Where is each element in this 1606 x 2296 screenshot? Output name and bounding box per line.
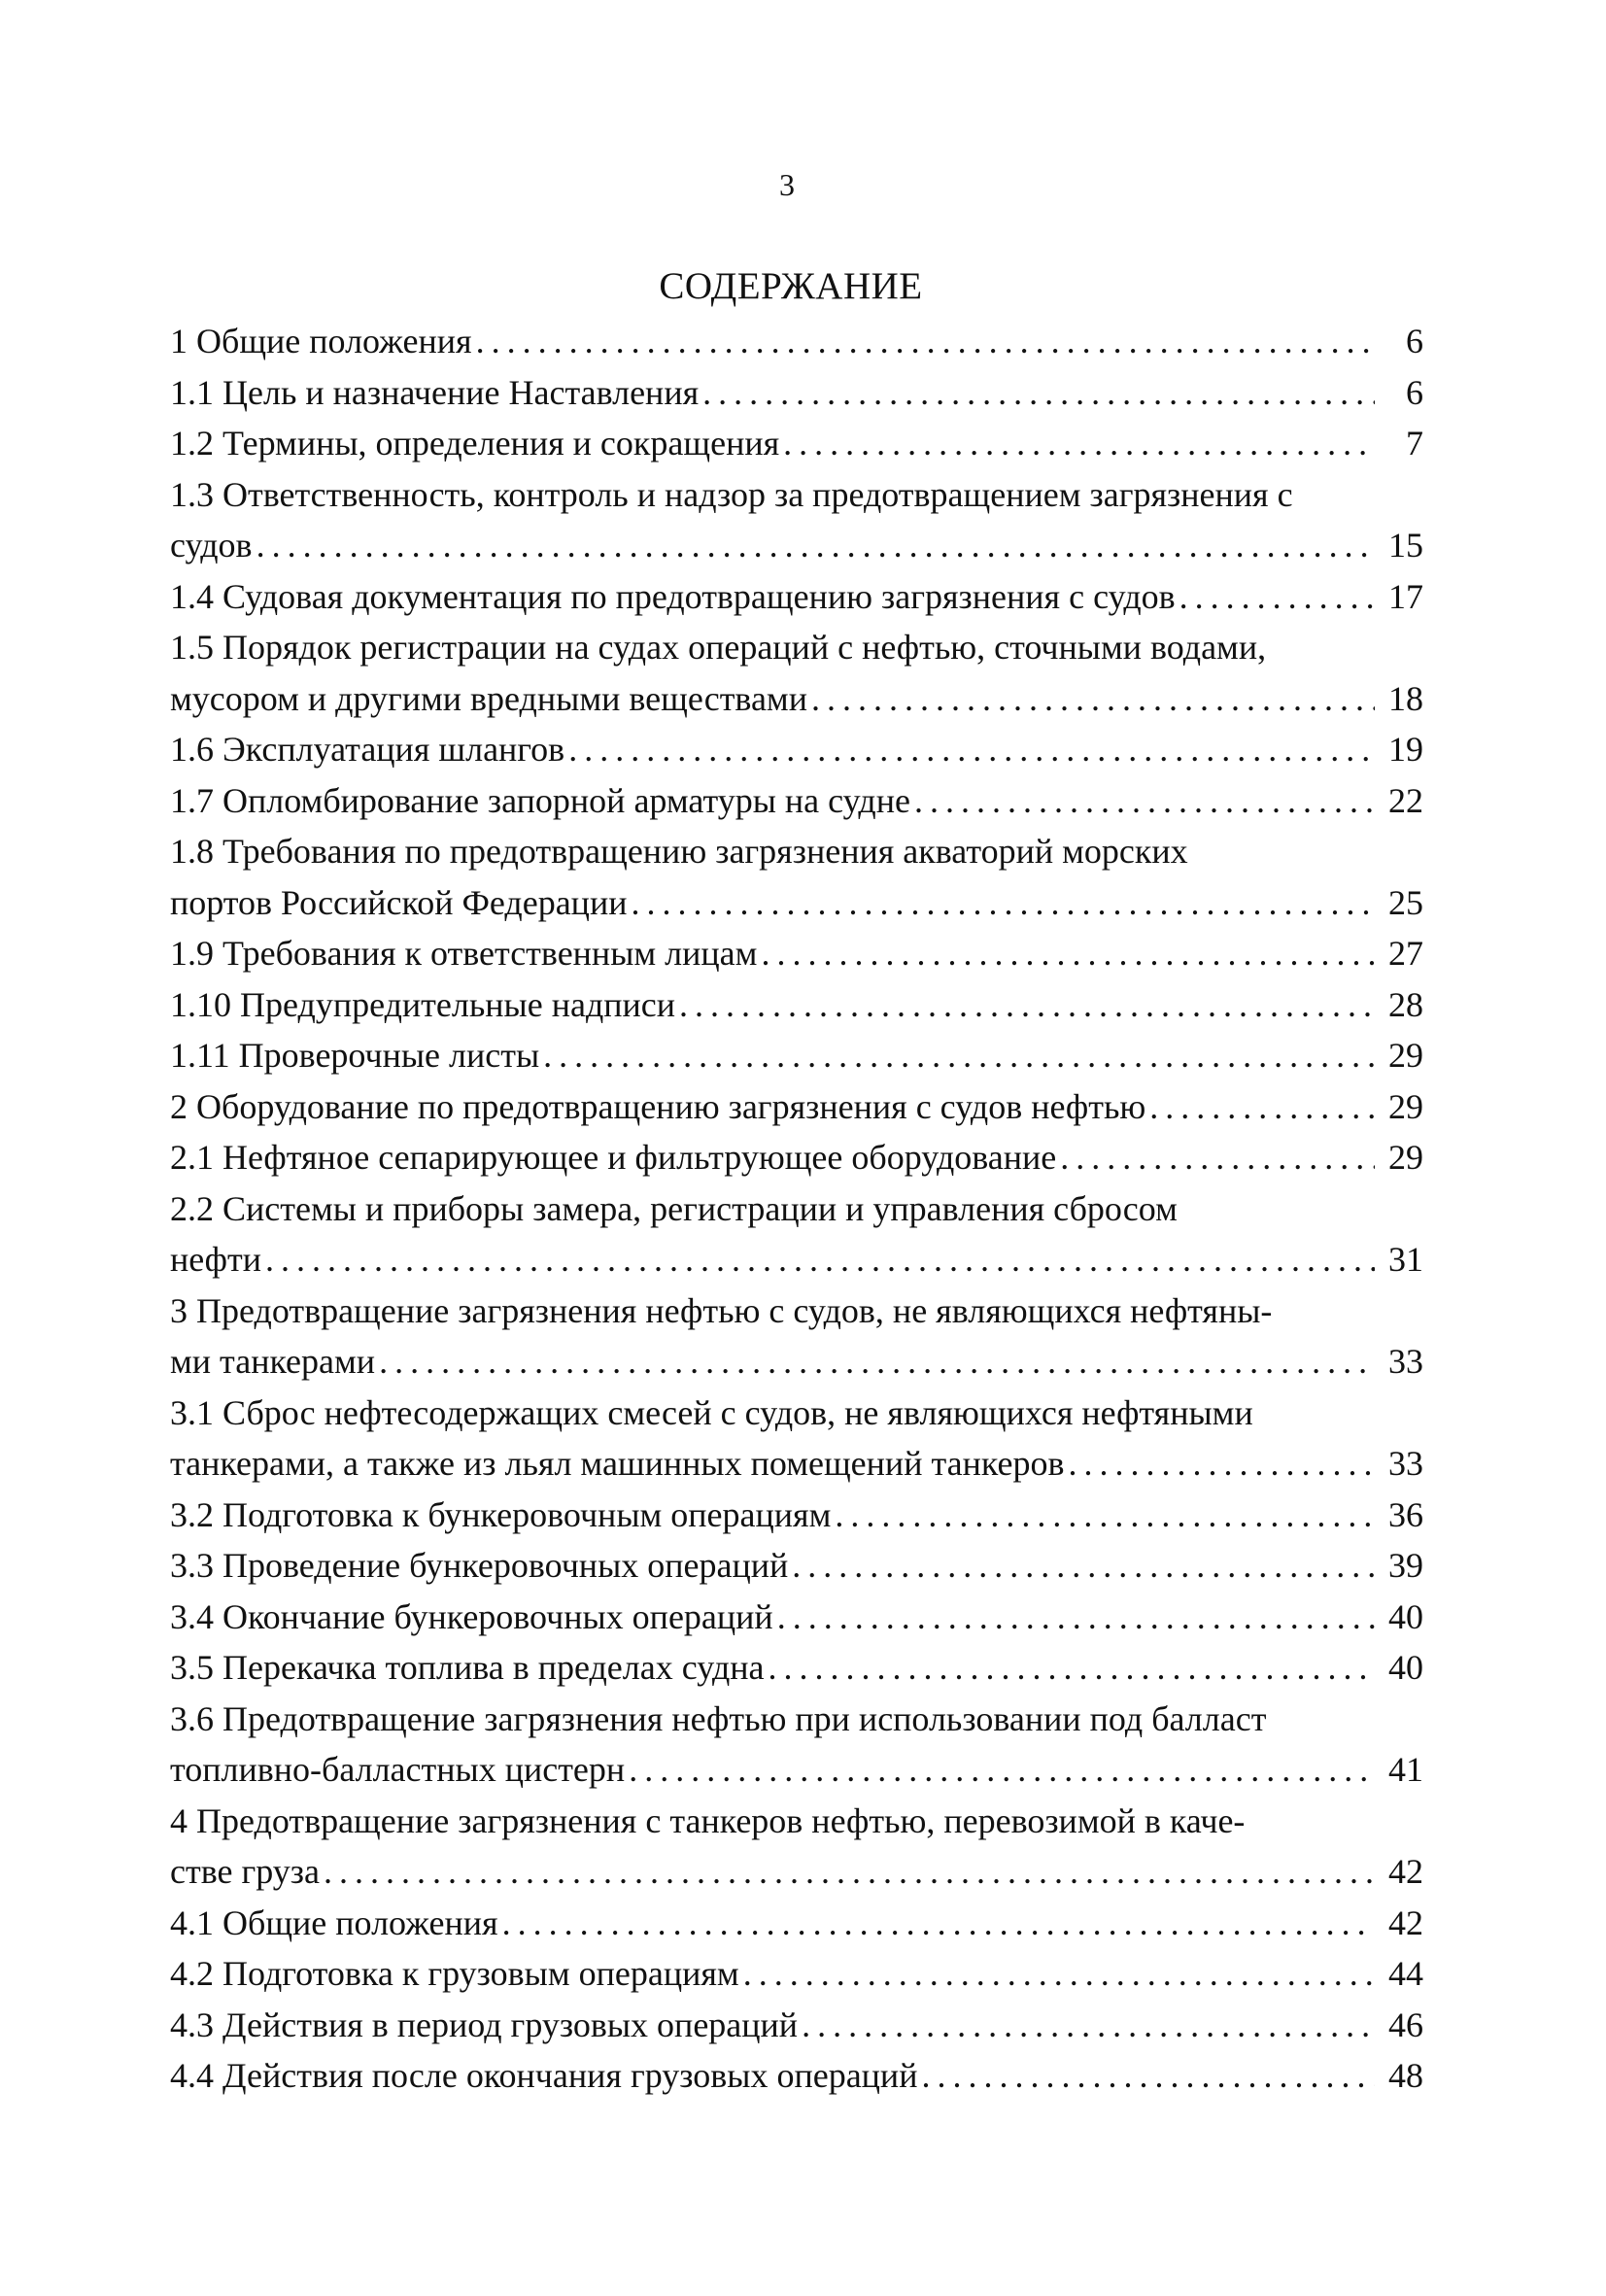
toc-entry bbox=[170, 1540, 1423, 1592]
toc-entry bbox=[170, 571, 1423, 623]
dot-leader bbox=[743, 1948, 1375, 2000]
toc-entry-title: 1.9 Требования к ответственным лицам bbox=[170, 934, 758, 973]
toc-entry-row bbox=[170, 1336, 1423, 1388]
toc-entry-title-line: 3.1 Сброс нефтесодержащих смесей с судов, не являющихся нефтяными bbox=[170, 1392, 1253, 1432]
toc-entry-title: 1 Общие положения bbox=[170, 322, 472, 360]
toc-entry-row bbox=[170, 418, 1423, 469]
toc-title: СОДЕРЖАНИЕ bbox=[659, 265, 923, 307]
toc-entry-title: танкерами, а также из льял машинных помещений танкеров bbox=[170, 1444, 1065, 1483]
toc-entry-row bbox=[170, 673, 1423, 725]
toc-entry bbox=[170, 1285, 1423, 1388]
dot-leader bbox=[769, 1642, 1375, 1694]
toc-entry-page: 15 bbox=[1388, 526, 1423, 565]
toc-entry-page: 48 bbox=[1388, 2056, 1423, 2095]
toc-entry-row bbox=[170, 979, 1423, 1031]
dot-leader bbox=[631, 877, 1375, 929]
toc-entry-title: топливно-балластных цистерн bbox=[170, 1750, 626, 1789]
toc-entry-row bbox=[170, 1744, 1423, 1796]
toc-entry-page: 19 bbox=[1388, 730, 1423, 769]
toc-entry bbox=[170, 1642, 1423, 1694]
dot-leader bbox=[629, 1744, 1375, 1796]
toc-entry-title: 1.10 Предупредительные надписи bbox=[170, 984, 676, 1024]
toc-entry-row bbox=[170, 367, 1423, 419]
toc-entry-row bbox=[170, 1438, 1423, 1490]
toc-entry-title-line: 1.8 Требования по предотвращению загрязнения акваторий морских bbox=[170, 832, 1188, 871]
toc-entry bbox=[170, 622, 1423, 724]
toc-entry bbox=[170, 1388, 1423, 1490]
toc-entry-title: 1.7 Опломбирование запорной арматуры на судне bbox=[170, 780, 910, 820]
toc-entry-page: 17 bbox=[1388, 576, 1423, 616]
toc-entry-page: 7 bbox=[1406, 424, 1423, 463]
dot-leader bbox=[761, 928, 1375, 979]
toc-entry bbox=[170, 1592, 1423, 1643]
toc-entry-page: 31 bbox=[1388, 1240, 1423, 1279]
dot-leader bbox=[1149, 1081, 1375, 1133]
toc-entry-row bbox=[170, 1234, 1423, 1285]
toc-entry-row bbox=[170, 877, 1423, 929]
toc-entry bbox=[170, 2050, 1423, 2102]
toc-entry-title: 4.3 Действия в период грузовых операций bbox=[170, 2005, 799, 2044]
toc-entry bbox=[170, 418, 1423, 469]
toc-entry bbox=[170, 1132, 1423, 1183]
toc-entry-title: нефти bbox=[170, 1240, 262, 1279]
toc-entry-title: портов Российской Федерации bbox=[170, 882, 628, 922]
dot-leader bbox=[702, 367, 1375, 419]
toc-entry-row bbox=[170, 1081, 1423, 1133]
dot-leader bbox=[1060, 1132, 1375, 1183]
toc-entry-title-line: 1.5 Порядок регистрации на судах операций с нефтью, сточными водами, bbox=[170, 628, 1267, 667]
toc-entry-page: 18 bbox=[1388, 678, 1423, 718]
toc-entry-row bbox=[170, 316, 1423, 367]
toc-entry-page: 29 bbox=[1388, 1086, 1423, 1126]
toc-entry-title: 4.1 Общие положения bbox=[170, 1902, 498, 1942]
toc-entry bbox=[170, 826, 1423, 928]
toc-entry-title-line: 3 Предотвращение загрязнения нефтью с судов, не являющихся нефтяны- bbox=[170, 1290, 1273, 1330]
dot-leader bbox=[568, 724, 1375, 775]
dot-leader bbox=[835, 1490, 1375, 1541]
toc-entry-row bbox=[170, 2050, 1423, 2102]
toc-entry bbox=[170, 367, 1423, 419]
toc-entry bbox=[170, 1030, 1423, 1081]
toc-entry-row bbox=[170, 1898, 1423, 1949]
toc-entry-page: 22 bbox=[1388, 780, 1423, 820]
dot-leader bbox=[476, 316, 1375, 367]
toc-entry-row bbox=[170, 775, 1423, 827]
dot-leader bbox=[1179, 571, 1375, 623]
dot-leader bbox=[379, 1336, 1375, 1388]
dot-leader bbox=[324, 1846, 1375, 1898]
toc-entry-title: 1.6 Эксплуатация шлангов bbox=[170, 730, 565, 769]
toc-entry bbox=[170, 979, 1423, 1031]
dot-leader bbox=[811, 673, 1375, 725]
toc-entry-title: 3.3 Проведение бункеровочных операций bbox=[170, 1546, 789, 1585]
dot-leader bbox=[679, 979, 1375, 1031]
toc-entry-row bbox=[170, 724, 1423, 775]
toc-entry-title: 4.4 Действия после окончания грузовых операций bbox=[170, 2056, 918, 2095]
toc-entry-row bbox=[170, 1132, 1423, 1183]
dot-leader bbox=[502, 1898, 1375, 1949]
toc-entry-title: 3.4 Окончание бункеровочных операций bbox=[170, 1596, 773, 1636]
page-number: 3 bbox=[779, 167, 795, 202]
toc-entry-page: 42 bbox=[1388, 1902, 1423, 1942]
toc-entry-title: 3.5 Перекачка топлива в пределах судна bbox=[170, 1648, 765, 1687]
toc-entry-title: 1.4 Судовая документация по предотвращению загрязнения с судов bbox=[170, 576, 1176, 616]
toc-entry-title: мусором и другими вредными веществами bbox=[170, 678, 807, 718]
toc-entry-page: 41 bbox=[1388, 1750, 1423, 1789]
dot-leader bbox=[792, 1540, 1375, 1592]
toc-entry-page: 25 bbox=[1388, 882, 1423, 922]
dot-leader bbox=[543, 1030, 1375, 1081]
toc-entry-row bbox=[170, 928, 1423, 979]
toc-entry-row bbox=[170, 1490, 1423, 1541]
toc-entry bbox=[170, 928, 1423, 979]
toc-entry-page: 28 bbox=[1388, 984, 1423, 1024]
toc-entry-page: 33 bbox=[1388, 1444, 1423, 1483]
toc-entry-title: 2.1 Нефтяное сепарирующее и фильтрующее оборудование bbox=[170, 1138, 1057, 1177]
toc-entry-page: 36 bbox=[1388, 1494, 1423, 1534]
toc-entry-title: судов bbox=[170, 526, 253, 565]
toc-entry-row bbox=[170, 2000, 1423, 2051]
toc-entry-page: 29 bbox=[1388, 1138, 1423, 1177]
toc-entry-page: 6 bbox=[1406, 322, 1423, 360]
toc-entry-page: 39 bbox=[1388, 1546, 1423, 1585]
toc-entry-page: 40 bbox=[1388, 1648, 1423, 1687]
toc-entry bbox=[170, 1490, 1423, 1541]
toc-entry-page: 27 bbox=[1388, 934, 1423, 973]
toc-entry bbox=[170, 724, 1423, 775]
toc-entry-row bbox=[170, 1592, 1423, 1643]
toc-entry-page: 44 bbox=[1388, 1954, 1423, 1993]
toc-entry bbox=[170, 1183, 1423, 1285]
toc-entry bbox=[170, 775, 1423, 827]
dot-leader bbox=[777, 1592, 1375, 1643]
toc-entry-row bbox=[170, 1642, 1423, 1694]
toc-entry-title: 3.2 Подготовка к бункеровочным операциям bbox=[170, 1494, 832, 1534]
toc-entry bbox=[170, 1694, 1423, 1796]
dot-leader bbox=[783, 418, 1375, 469]
toc-entry-row bbox=[170, 1948, 1423, 2000]
toc-entry-title: 2 Оборудование по предотвращению загрязнения с судов нефтью bbox=[170, 1086, 1146, 1126]
toc-entry bbox=[170, 1796, 1423, 1898]
table-of-contents bbox=[170, 316, 1423, 2102]
toc-entry bbox=[170, 1898, 1423, 1949]
dot-leader bbox=[914, 775, 1375, 827]
dot-leader bbox=[256, 520, 1375, 571]
toc-entry-row bbox=[170, 571, 1423, 623]
toc-entry-title: 4.2 Подготовка к грузовым операциям bbox=[170, 1954, 739, 1993]
toc-entry bbox=[170, 1948, 1423, 2000]
toc-entry bbox=[170, 469, 1423, 571]
toc-entry-page: 33 bbox=[1388, 1342, 1423, 1381]
toc-entry-title: 1.2 Термины, определения и сокращения bbox=[170, 424, 780, 463]
dot-leader bbox=[802, 2000, 1375, 2051]
toc-entry-page: 46 bbox=[1388, 2005, 1423, 2044]
toc-entry-title-line: 3.6 Предотвращение загрязнения нефтью при использовании под балласт bbox=[170, 1698, 1267, 1738]
toc-entry-title-line: 2.2 Системы и приборы замера, регистрации и управления сбросом bbox=[170, 1188, 1178, 1228]
toc-entry-page: 6 bbox=[1406, 372, 1423, 412]
toc-entry-title: ми танкерами bbox=[170, 1342, 376, 1381]
toc-entry-page: 29 bbox=[1388, 1036, 1423, 1075]
dot-leader bbox=[265, 1234, 1375, 1285]
toc-entry-title-line: 1.3 Ответственность, контроль и надзор за предотвращением загрязнения с bbox=[170, 474, 1293, 514]
toc-entry-row bbox=[170, 1846, 1423, 1898]
toc-entry-title: 1.11 Проверочные листы bbox=[170, 1036, 540, 1075]
toc-entry-row bbox=[170, 1030, 1423, 1081]
toc-entry-row bbox=[170, 1540, 1423, 1592]
dot-leader bbox=[921, 2050, 1375, 2102]
toc-entry-title: стве груза bbox=[170, 1852, 320, 1891]
toc-entry bbox=[170, 2000, 1423, 2051]
toc-entry-title-line: 4 Предотвращение загрязнения с танкеров нефтью, перевозимой в каче- bbox=[170, 1800, 1246, 1840]
toc-entry bbox=[170, 1081, 1423, 1133]
toc-entry-page: 40 bbox=[1388, 1596, 1423, 1636]
toc-entry-row bbox=[170, 520, 1423, 571]
dot-leader bbox=[1068, 1438, 1375, 1490]
toc-entry-title: 1.1 Цель и назначение Наставления bbox=[170, 372, 700, 412]
toc-entry-page: 42 bbox=[1388, 1852, 1423, 1891]
toc-entry bbox=[170, 316, 1423, 367]
